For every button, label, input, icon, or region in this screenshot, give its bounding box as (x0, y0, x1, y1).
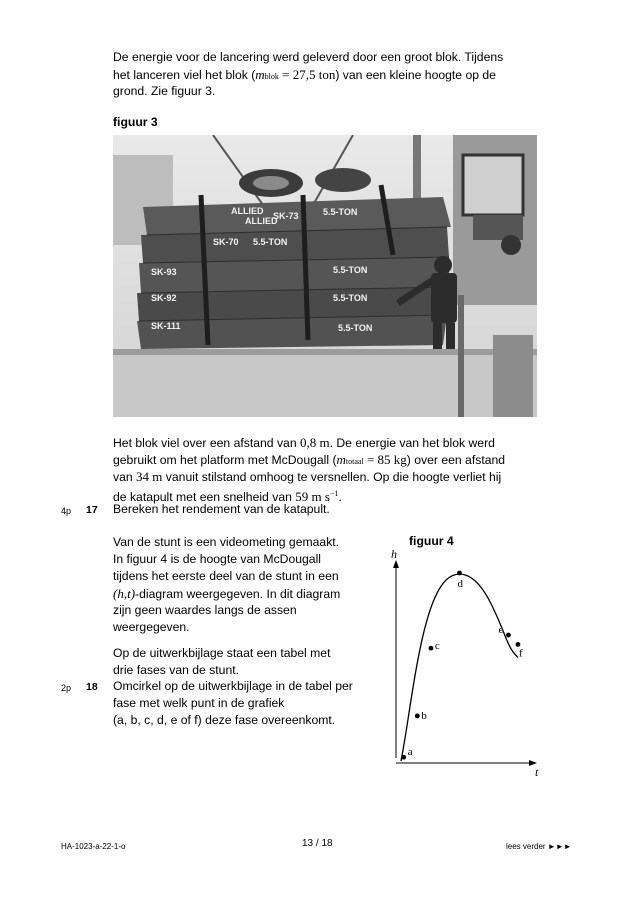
tonnage-label: 5.5-TON (333, 265, 368, 275)
para2-line-1: Het blok viel over een afstand van 0,8 m. De energie van het blok werd (113, 435, 495, 450)
para4-line-2: drie fases van de stunt. (113, 663, 240, 677)
point-label-f: f (518, 647, 523, 660)
question-17-points: 4p (61, 506, 72, 516)
tonnage-label: 5.5-TON (333, 293, 368, 303)
stacked-blocks-photo (113, 135, 537, 417)
para3-line-1: Van de stunt is een videometing gemaakt. (113, 535, 340, 549)
point-label-e: e (498, 624, 504, 637)
question-17-number: 17 (86, 504, 98, 516)
point-d (457, 571, 462, 576)
point-b (415, 713, 420, 718)
block-label: SK-70 (213, 237, 239, 247)
page-number: 13 / 18 (302, 838, 333, 849)
tonnage-label: 5.5-TON (338, 323, 373, 333)
point-f (516, 642, 521, 647)
para2-line-4: de katapult met een snelheid van 59 m $s^{-1}$. (113, 489, 342, 505)
block-label: SK-111 (151, 321, 181, 331)
question-18-points: 2p (61, 683, 72, 693)
point-e (506, 633, 511, 638)
figure-3-title: figuur 3 (113, 115, 158, 129)
block-label: SK-93 (151, 267, 177, 277)
point-label-b: b (421, 709, 427, 722)
para3-line-4: (h,t)-diagram weergegeven. In dit diagram (113, 586, 341, 601)
footer-next: lees verder ►►► (506, 842, 572, 851)
tonnage-label: 5.5-TON (253, 237, 288, 247)
intro-line-3: grond. Zie figuur 3. (113, 84, 216, 98)
para4-line-1: Op de uitwerkbijlage staat een tabel met (113, 646, 331, 660)
point-label-c: c (434, 640, 440, 653)
question-18-line-1: Omcirkel op de uitwerkbijlage in de tabel per (113, 679, 353, 693)
block-label: SK-73 (273, 211, 299, 221)
question-18-line-3: (a, b, c, d, e of f) deze fase overeenkomt. (113, 713, 336, 727)
y-axis-arrow (393, 560, 399, 568)
para3-line-2: In figuur 4 is de hoogte van McDougall (113, 552, 321, 566)
question-18-line-2: fase met welk punt in de grafiek (113, 696, 285, 710)
point-a (401, 755, 406, 760)
height-curve (401, 574, 518, 761)
point-label-d: d (457, 578, 463, 590)
para3-line-5: zijn geen waardes langs de assen (113, 603, 297, 617)
tonnage-label: 5.5-TON (323, 207, 358, 217)
question-18-number: 18 (86, 681, 98, 693)
y-axis-label: h (391, 548, 397, 561)
para2-line-3: van 34 m vanuit stilstand omhoog te versnellen. Op die hoogte verliet hij (113, 469, 502, 484)
block-label: SK-92 (151, 293, 177, 303)
para2-line-2: gebruikt om het platform met McDougall (mtotaal = 85 kg) over een afstand (113, 452, 506, 467)
para3-line-6: weergegeven. (113, 620, 190, 634)
point-label-a: a (407, 746, 413, 759)
x-axis-label: t (535, 765, 539, 778)
question-17-text: Bereken het rendement van de katapult. (113, 502, 330, 516)
plate-label: ALLIED (245, 216, 278, 226)
intro-line-1: De energie voor de lancering werd geleverd door een groot blok. Tijdens (113, 50, 504, 64)
figure-4-title: figuur 4 (409, 534, 454, 548)
plate-label: ALLIED (231, 206, 264, 216)
para3-line-3: tijdens het eerste deel van de stunt in een (113, 569, 339, 583)
intro-line-2: het lanceren viel het blok (mblok = 27,5 ton) van een kleine hoogte op de (113, 67, 496, 82)
footer-code: HA-1023-a-22-1-o (61, 842, 126, 851)
figure-4-chart (385, 548, 545, 778)
figure-3-photo (113, 135, 537, 417)
point-c (429, 646, 434, 651)
